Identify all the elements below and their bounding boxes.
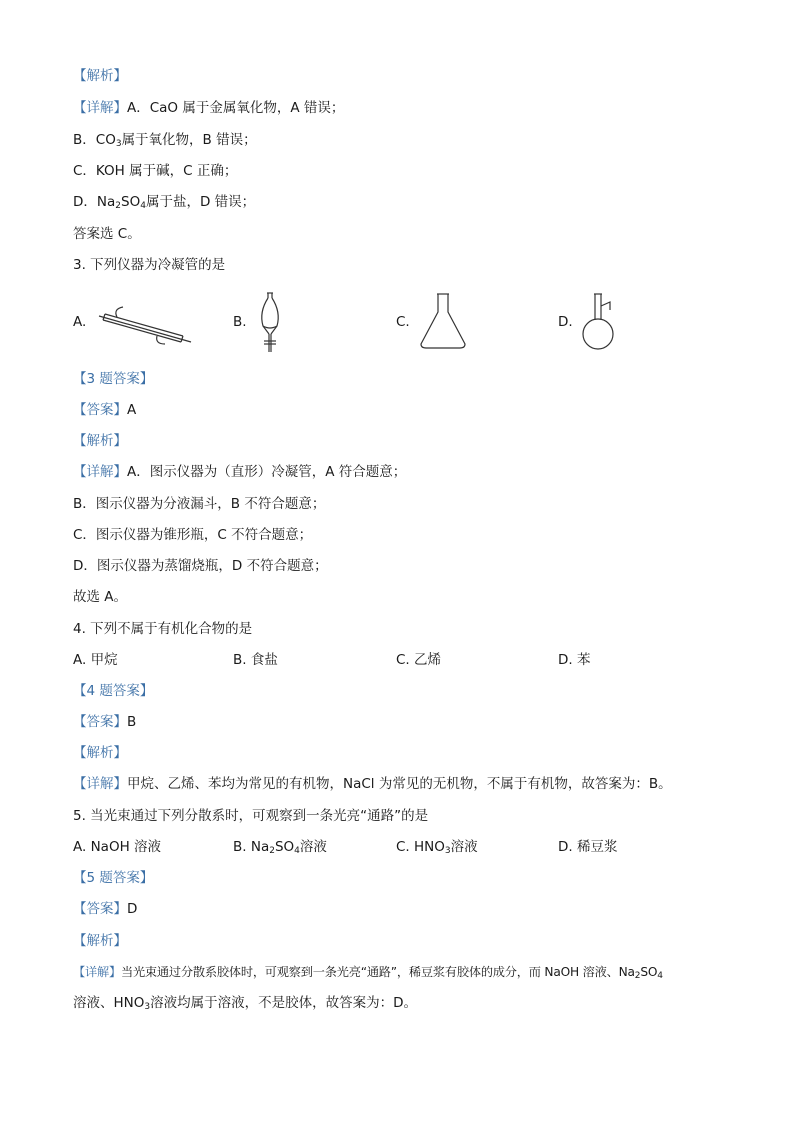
conical-flask-icon (418, 292, 468, 352)
detail-line-a (73, 99, 344, 117)
option-letter: C. (396, 314, 410, 330)
option-a[interactable] (73, 292, 223, 352)
choice-text: 溶液 (450, 839, 478, 855)
choice-a[interactable]: A. 甲烷 (73, 652, 118, 668)
answer-line (73, 900, 137, 918)
question-stem: 4. 下列不属于有机化合物的是 (73, 621, 253, 637)
detail-label: 【详解】 (73, 100, 127, 116)
answer-line (73, 401, 136, 419)
subscript: 2 (634, 971, 641, 981)
choices-row (73, 838, 733, 856)
choice-text: C. HNO (396, 839, 445, 855)
detail-line-2 (73, 994, 417, 1012)
choice-d[interactable]: D. 稀豆浆 (558, 839, 618, 855)
subscript: 4 (140, 201, 146, 211)
subscript: 4 (294, 846, 300, 856)
answer-tag: 【3 题答案】 (73, 371, 154, 387)
detail-line-d: D．图示仪器为蒸馏烧瓶，D 不符合题意； (73, 558, 328, 574)
detail-line-b: B．图示仪器为分液漏斗，B 不符合题意； (73, 496, 326, 512)
separatory-funnel-icon (255, 292, 285, 354)
detail-line-d (73, 193, 255, 211)
subscript: 2 (115, 201, 122, 211)
answer-tag: 【4 题答案】 (73, 683, 154, 699)
condenser-icon (95, 292, 195, 352)
choice-c[interactable] (396, 838, 478, 856)
detail-line-1 (73, 963, 663, 981)
detail-text: 甲烷、乙烯、苯均为常见的有机物，NaCl 为常见的无机物，不属于有机物，故答案为：B。 (127, 776, 672, 792)
answer-label: 【答案】 (73, 402, 127, 418)
option-c[interactable] (396, 292, 546, 352)
subscript: 3 (115, 139, 122, 149)
detail-line-c: C．KOH 属于碱，C 正确； (73, 163, 238, 179)
detail-text: A．CaO 属于金属氧化物，A 错误； (127, 100, 345, 116)
option-b[interactable] (233, 292, 383, 352)
option-letter: A. (73, 314, 87, 330)
subscript: 2 (269, 846, 275, 856)
question-stem: 3. 下列仪器为冷凝管的是 (73, 257, 226, 273)
detail-line-a (73, 463, 406, 481)
detail-text: A．图示仪器为（直形）冷凝管，A 符合题意； (127, 464, 407, 480)
analysis-heading: 【解析】 (73, 433, 127, 449)
detail-text: SO (121, 194, 141, 210)
answer-line (73, 713, 136, 731)
detail-text: 属于盐，D 错误； (145, 194, 256, 210)
analysis-heading: 【解析】 (73, 933, 127, 949)
detail-line-c: C．图示仪器为锥形瓶，C 不符合题意； (73, 527, 313, 543)
detail-line (73, 775, 672, 793)
detail-text: 溶液、HNO (73, 995, 145, 1011)
detail-text: 属于氧化物，B 错误； (121, 132, 257, 148)
answer-label: 【答案】 (73, 901, 127, 917)
detail-label: 【详解】 (73, 776, 127, 792)
analysis-heading: 【解析】 (73, 68, 127, 84)
analysis-heading: 【解析】 (73, 745, 127, 761)
choice-b[interactable]: B. 食盐 (233, 652, 278, 668)
choice-a[interactable]: A. NaOH 溶液 (73, 839, 162, 855)
detail-text: D．Na (73, 194, 116, 210)
detail-text: B．CO (73, 132, 116, 148)
question-stem: 5. 当光束通过下列分散系时，可观察到一条光亮“通路”的是 (73, 808, 429, 824)
detail-label: 【详解】 (73, 965, 121, 979)
choice-text: 溶液 (299, 839, 327, 855)
choice-c[interactable]: C. 乙烯 (396, 652, 442, 668)
choice-b[interactable] (233, 838, 327, 856)
choice-d[interactable]: D. 苯 (558, 652, 591, 668)
option-letter: D. (558, 314, 573, 330)
subscript: 3 (444, 846, 451, 856)
subscript: 3 (144, 1002, 151, 1012)
detail-text: SO (640, 965, 658, 979)
option-d[interactable] (558, 292, 708, 352)
answer-value: B (127, 714, 137, 730)
image-options-row (73, 292, 733, 352)
detail-label: 【详解】 (73, 464, 127, 480)
conclusion-line: 答案选 C。 (73, 226, 141, 242)
subscript: 4 (657, 971, 663, 981)
choice-text: B. Na (233, 839, 270, 855)
detail-text: 溶液均属于溶液，不是胶体，故答案为：D。 (150, 995, 418, 1011)
detail-line-b (73, 131, 257, 149)
answer-tag: 【5 题答案】 (73, 870, 154, 886)
answer-label: 【答案】 (73, 714, 127, 730)
conclusion-line: 故选 A。 (73, 589, 128, 605)
answer-value: A (127, 402, 137, 418)
distillation-flask-icon (580, 292, 620, 352)
choices-row (73, 651, 733, 669)
answer-value: D (127, 901, 138, 917)
detail-text: 当光束通过分散系胶体时，可观察到一条光亮“通路”，稀豆浆有胶体的成分，而 NaOH 溶液、Na (120, 965, 635, 979)
choice-text: SO (274, 839, 295, 855)
option-letter: B. (233, 314, 247, 330)
